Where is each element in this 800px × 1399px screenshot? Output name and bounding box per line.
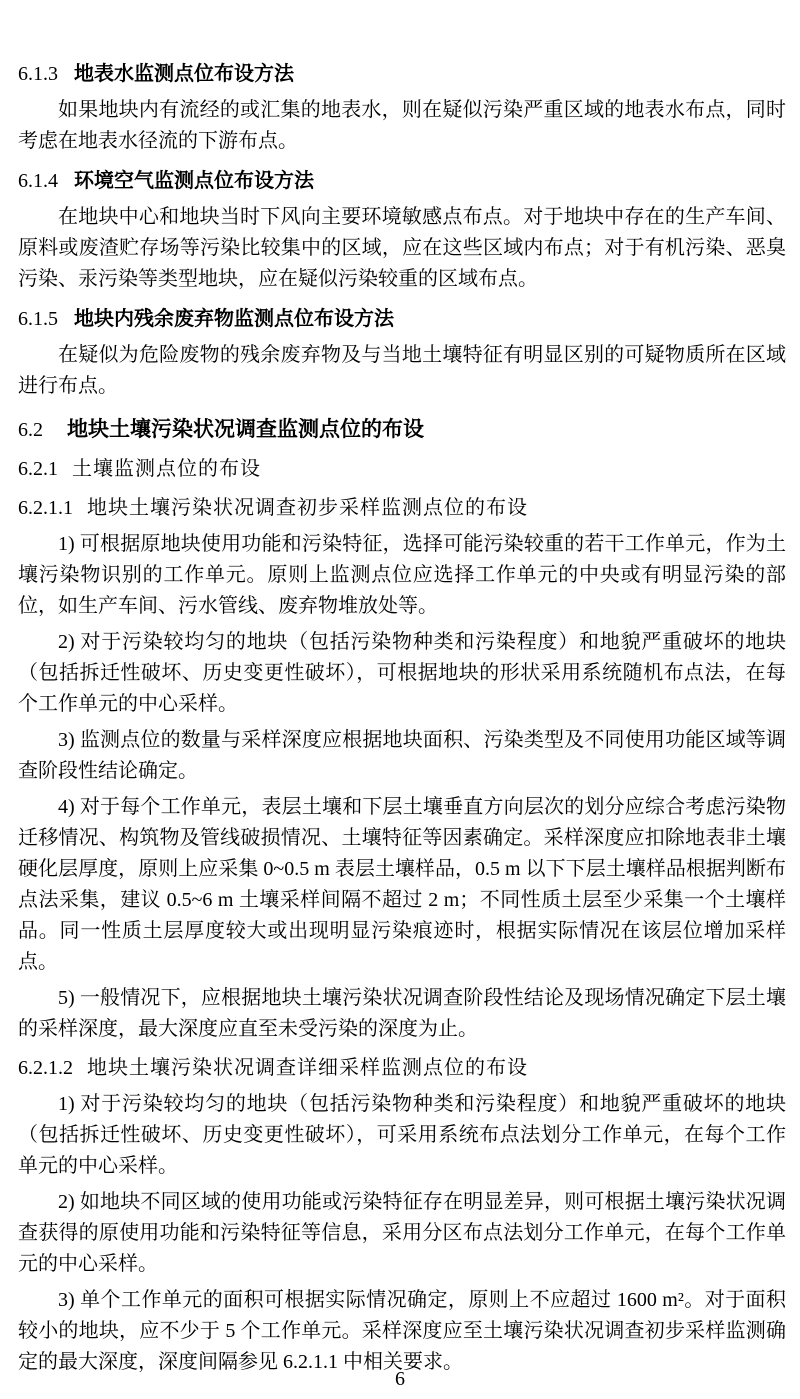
section-title: 地块土壤污染状况调查监测点位的布设 [67, 418, 424, 441]
page-footer [0, 1368, 800, 1391]
section-title: 地表水监测点位布设方法 [74, 63, 294, 85]
section-title: 地块土壤污染状况调查初步采样监测点位的布设 [87, 497, 528, 519]
section-title: 土壤监测点位的布设 [72, 458, 261, 480]
page-number: 6 [395, 1368, 405, 1390]
section-number: 6.2.1.2 [18, 1057, 73, 1079]
section-number: 6.1.4 [18, 170, 58, 192]
section-heading-6-1-3 [18, 59, 786, 90]
section-heading-6-2-1-1 [18, 493, 786, 524]
paragraph-initial-item-2: 2) 对于污染较均匀的地块（包括污染物种类和污染程度）和地貌严重破坏的地块（包括拆迁性破坏、历史变更性破坏），可根据地块的形状采用系统随机布点法，在每个工作单元的中心采样。 [18, 631, 786, 715]
paragraph-initial-item-5: 5) 一般情况下，应根据地块土壤污染状况调查阶段性结论及现场情况确定下层土壤的采样深度，最大深度应直至未受污染的深度为止。 [18, 987, 786, 1040]
section-heading-6-1-5 [18, 304, 786, 335]
section-number: 6.2.1.1 [18, 497, 73, 519]
section-title: 地块内残余废弃物监测点位布设方法 [74, 308, 394, 330]
paragraph-detailed-item-2: 2) 如地块不同区域的使用功能或污染特征存在明显差异，则可根据土壤污染状况调查获得的原使用功能和污染特征等信息，采用分区布点法划分工作单元，在每个工作单元的中心采样。 [18, 1191, 786, 1275]
section-heading-6-1-4 [18, 166, 786, 197]
paragraph-initial-item-4: 4) 对于每个工作单元，表层土壤和下层土壤垂直方向层次的划分应综合考虑污染物迁移情况、构筑物及管线破损情况、土壤特征等因素确定。采样深度应扣除地表非土壤硬化层厚度，原则上应采集 0~0.5 m 表层土壤样品，0.5 m 以下下层土壤样品根据判断布点法采集，建议 0.5~6 m 土壤采样间隔不超过 2 m；不同性质土层至少采集一个土壤样品。同一性质土层厚度较大或出现明显污染痕迹时，根据实际情况在该层位增加采样点。 [18, 796, 786, 973]
paragraph-detailed-item-1: 1) 对于污染较均匀的地块（包括污染物种类和污染程度）和地貌严重破坏的地块（包括拆迁性破坏、历史变更性破坏），可采用系统布点法划分工作单元，在每个工作单元的中心采样。 [18, 1093, 786, 1177]
paragraph-initial-item-3: 3) 监测点位的数量与采样深度应根据地块面积、污染类型及不同使用功能区域等调查阶段性结论确定。 [18, 729, 786, 782]
paragraph-residual-waste: 在疑似为危险废物的残余废弃物及与当地土壤特征有明显区别的可疑物质所在区域进行布点。 [18, 344, 786, 397]
section-heading-6-2-1 [18, 454, 786, 485]
section-number: 6.1.3 [18, 63, 58, 85]
paragraph-ambient-air: 在地块中心和地块当时下风向主要环境敏感点布点。对于地块中存在的生产车间、原料或废渣贮存场等污染比较集中的区域，应在这些区域内布点；对于有机污染、恶臭污染、汞污染等类型地块，应在疑似污染较重的区域布点。 [18, 206, 786, 290]
section-number: 6.1.5 [18, 308, 58, 330]
section-title: 环境空气监测点位布设方法 [74, 170, 314, 192]
section-number: 6.2.1 [18, 458, 58, 480]
section-number: 6.2 [18, 419, 43, 441]
paragraph-initial-item-1: 1) 可根据原地块使用功能和污染特征，选择可能污染较重的若干工作单元，作为土壤污染物识别的工作单元。原则上监测点位应选择工作单元的中央或有明显污染的部位，如生产车间、污水管线、废弃物堆放处等。 [18, 533, 786, 617]
paragraph-surface-water: 如果地块内有流经的或汇集的地表水，则在疑似污染严重区域的地表水布点，同时考虑在地表水径流的下游布点。 [18, 99, 786, 152]
section-heading-6-2-1-2 [18, 1053, 786, 1084]
paragraph-detailed-item-3: 3) 单个工作单元的面积可根据实际情况确定，原则上不应超过 1600 m²。对于面积较小的地块，应不少于 5 个工作单元。采样深度应至土壤污染状况调查初步采样监测确定的最大深度，深度间隔参见 6.2.1.1 中相关要求。 [18, 1289, 786, 1373]
section-title: 地块土壤污染状况调查详细采样监测点位的布设 [87, 1057, 528, 1079]
section-heading-6-2 [18, 414, 786, 446]
